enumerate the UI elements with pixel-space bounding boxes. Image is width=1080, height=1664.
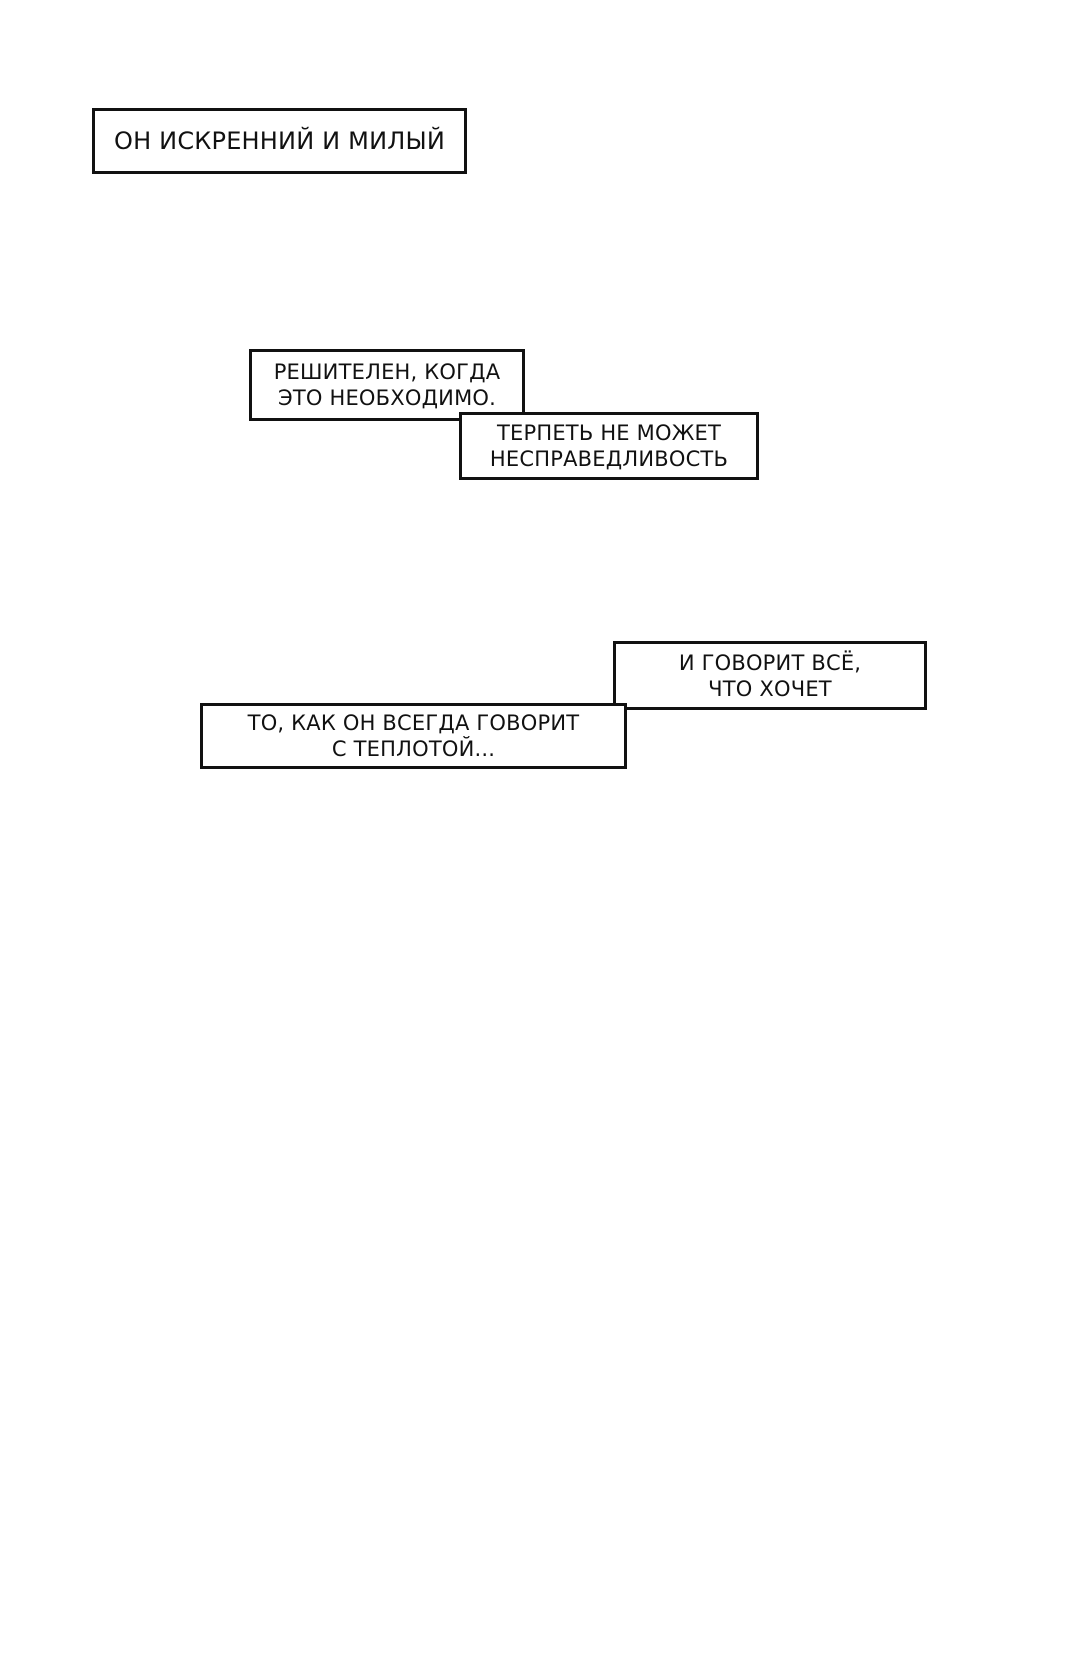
caption-box-sincere-and-sweet bbox=[92, 108, 467, 174]
caption-box-hates-injustice bbox=[459, 412, 759, 480]
caption-line: С ТЕПЛОТОЙ... bbox=[331, 737, 496, 761]
caption-box-speaks-warmly bbox=[200, 703, 627, 769]
caption-line: ЭТО НЕОБХОДИМО. bbox=[277, 386, 497, 410]
caption-line: ЧТО ХОЧЕТ bbox=[708, 676, 832, 701]
caption-line: ТО, КАК ОН ВСЕГДА ГОВОРИТ bbox=[247, 711, 580, 735]
caption-box-decisive bbox=[249, 349, 525, 421]
caption-line: РЕШИТЕЛЕН, КОГДА bbox=[273, 360, 501, 384]
caption-line: ОН ИСКРЕННИЙ И МИЛЫЙ bbox=[114, 127, 445, 155]
caption-box-says-what-he-wants bbox=[613, 641, 927, 710]
caption-line: И ГОВОРИТ ВСЁ, bbox=[678, 650, 862, 675]
caption-line: ТЕРПЕТЬ НЕ МОЖЕТ bbox=[496, 421, 722, 445]
caption-line: НЕСПРАВЕДЛИВОСТЬ bbox=[489, 447, 729, 471]
